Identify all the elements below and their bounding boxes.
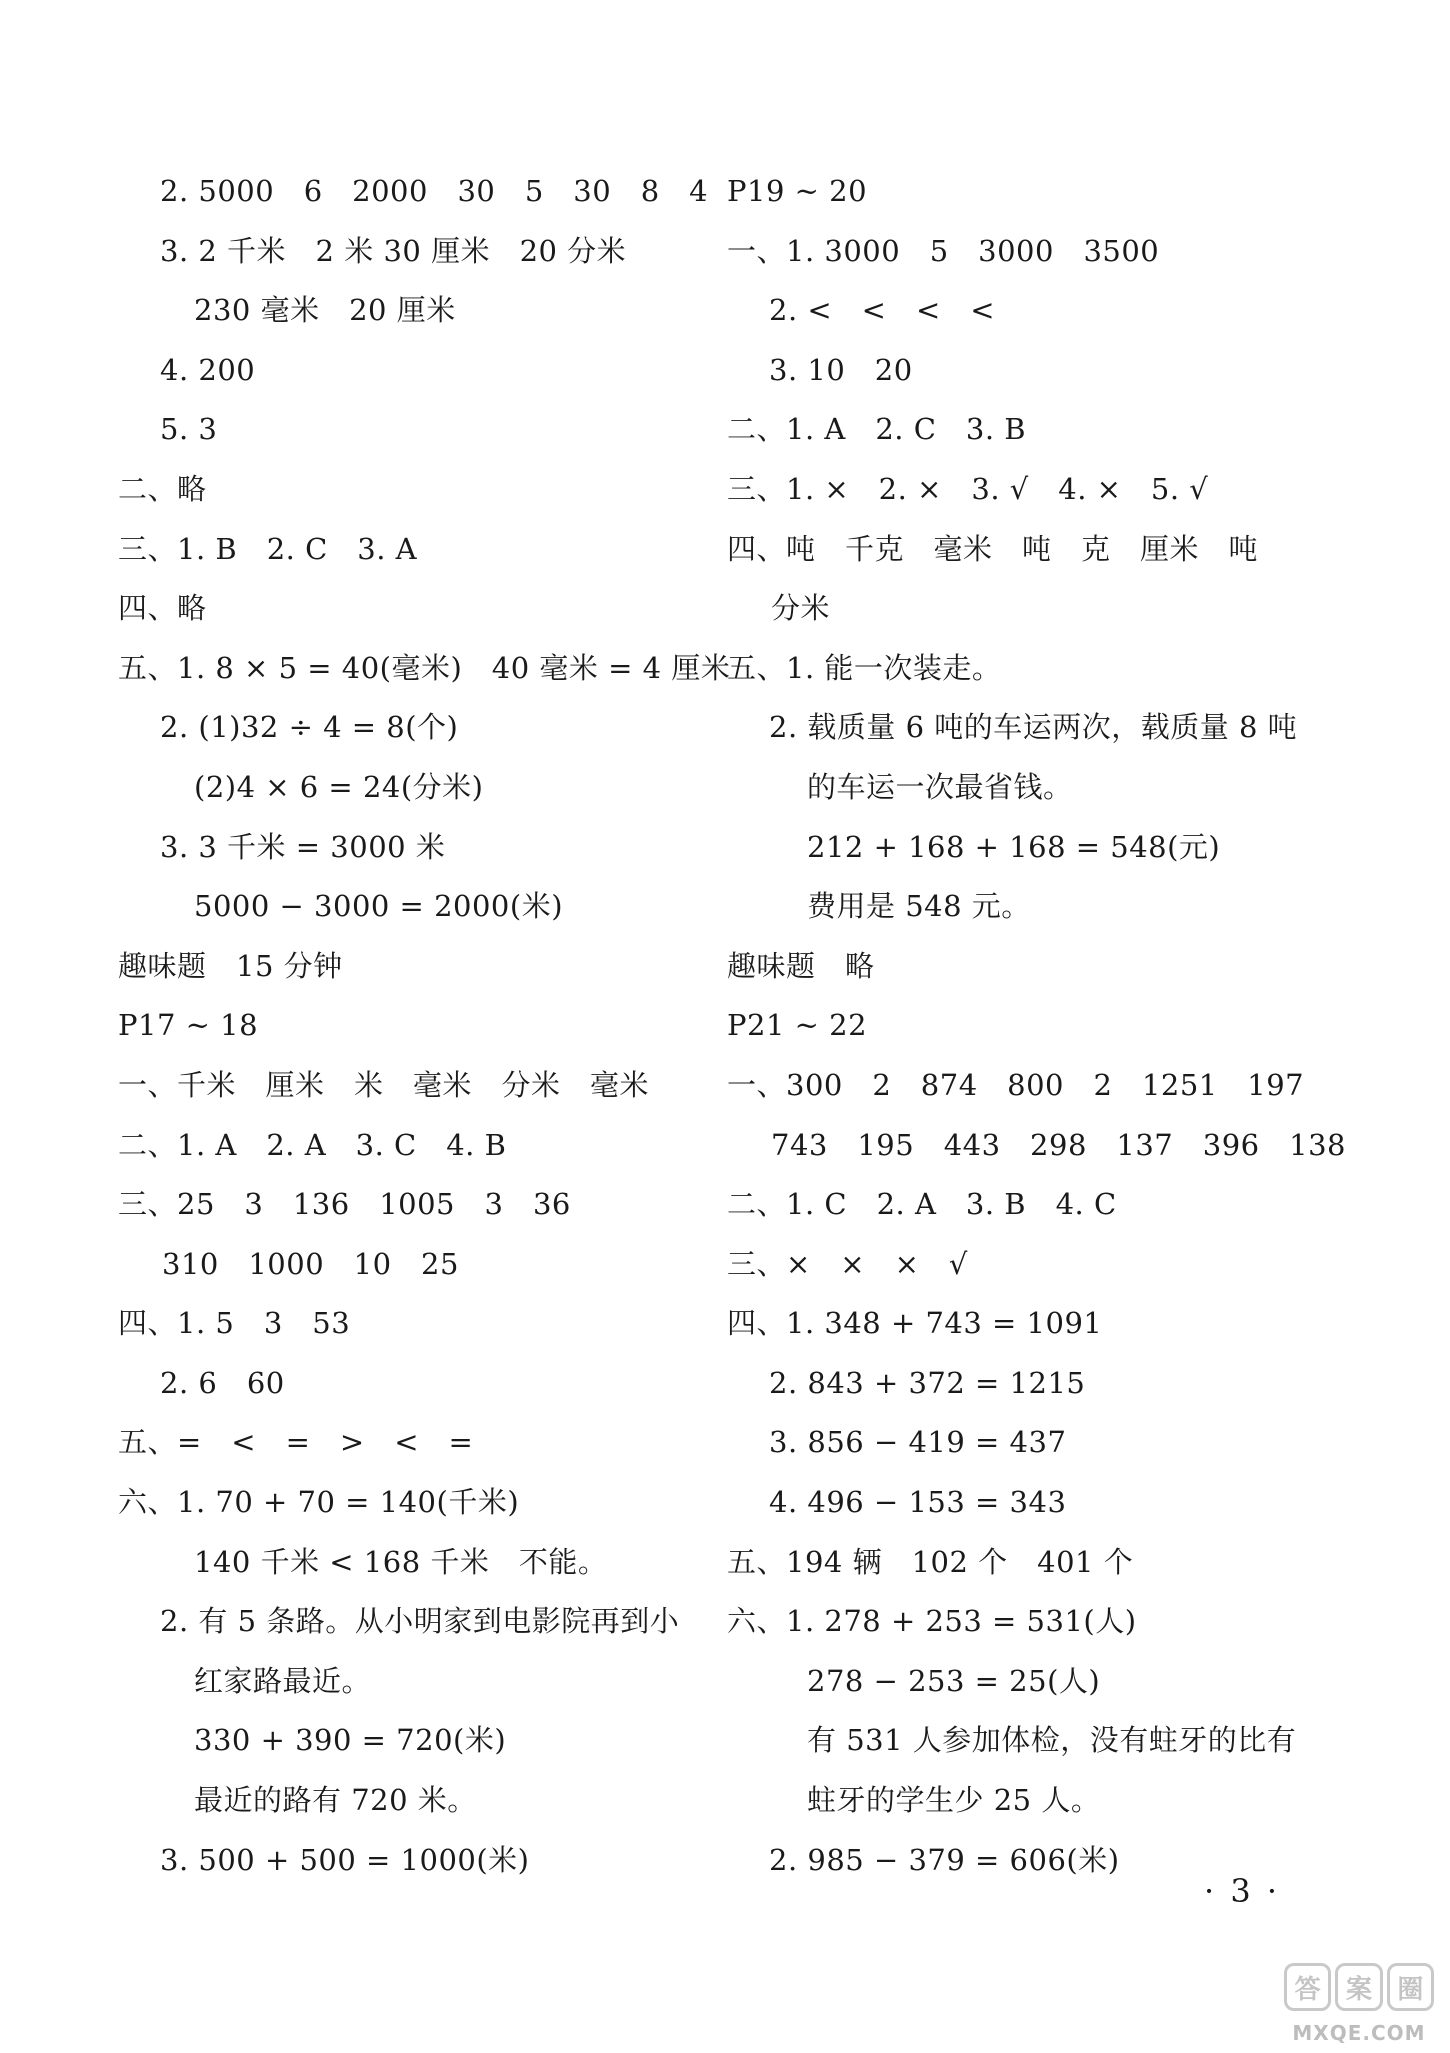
answer-line: 2. 有 5 条路。从小明家到电影院再到小 [160,1604,680,1639]
section-heading: 二、1. A 2. A 3. C 4. B [118,1127,507,1162]
fun-question-answer: 趣味题 15 分钟 [118,948,343,983]
answer-line: 分米 [771,591,831,626]
section-heading: 二、略 [118,471,207,506]
section-heading: 六、1. 278 + 253 = 531(人) [727,1604,1137,1639]
answer-line: 2. 5000 6 2000 30 5 30 8 4 [160,174,709,208]
right-answer-column [727,162,1367,1890]
answer-line: 3. 3 千米 = 3000 米 [160,829,446,864]
section-heading: 三、× × × √ [727,1246,968,1281]
section-heading: 五、194 辆 102 个 401 个 [727,1544,1134,1579]
watermark-char: 案 [1335,1963,1382,2011]
watermark-logo [1274,1959,1444,2049]
answer-line: 最近的路有 720 米。 [194,1783,477,1818]
answer-line: 2. (1)32 ÷ 4 = 8(个) [160,710,459,745]
answer-line: 蛀牙的学生少 25 人。 [807,1783,1101,1818]
section-heading: 一、300 2 874 800 2 1251 197 [727,1067,1305,1102]
section-heading: 三、1. B 2. C 3. A [118,531,418,566]
answer-line: 3. 856 − 419 = 437 [769,1425,1067,1460]
watermark-char: 答 [1284,1963,1331,2011]
answer-line: 2. 985 − 379 = 606(米) [769,1842,1120,1877]
answer-line: 140 千米 < 168 千米 不能。 [194,1544,608,1579]
answer-line: 278 − 253 = 25(人) [807,1663,1101,1698]
answer-line: 212 + 168 + 168 = 548(元) [807,829,1221,864]
page-number: · 3 · [1204,1872,1281,1910]
section-heading: 一、1. 3000 5 3000 3500 [727,233,1160,268]
answer-line: 4. 200 [160,352,256,387]
answer-line: 330 + 390 = 720(米) [194,1723,507,1758]
section-heading: 四、吨 千克 毫米 吨 克 厘米 吨 [727,531,1259,566]
section-heading: 二、1. A 2. C 3. B [727,412,1027,447]
answer-line: 230 毫米 20 厘米 [194,293,456,328]
answer-line: 3. 10 20 [769,352,913,387]
answer-line: 4. 496 − 153 = 343 [769,1485,1067,1520]
page-range-heading: P19 ~ 20 [727,174,868,208]
answer-line: 红家路最近。 [194,1663,372,1698]
section-heading: 四、1. 5 3 53 [118,1306,351,1341]
answer-line: 2. 载质量 6 吨的车运两次，载质量 8 吨 [769,710,1298,745]
answer-line: 3. 500 + 500 = 1000(米) [160,1842,530,1877]
page-range-heading: P21 ~ 22 [727,1008,868,1043]
section-heading: 五、1. 8 × 5 = 40(毫米) 40 毫米 = 4 厘米 [118,650,731,685]
watermark-url: MXQE.COM [1292,2021,1426,2045]
watermark-badge [1284,1959,1434,2015]
answer-line: 的车运一次最省钱。 [807,769,1073,804]
answer-line: 5000 − 3000 = 2000(米) [194,889,564,924]
section-heading: 四、1. 348 + 743 = 1091 [727,1306,1103,1341]
section-heading: 五、= < = > < = [118,1425,474,1460]
answer-line: 3. 2 千米 2 米 30 厘米 20 分米 [160,233,627,268]
answer-line: 费用是 548 元。 [807,889,1031,924]
answer-line: 2. < < < < [769,293,996,328]
left-answer-column [118,162,731,1890]
section-heading: 四、略 [118,591,207,626]
watermark-char: 圈 [1387,1963,1434,2011]
answer-line: 5. 3 [160,412,218,447]
answer-line: 有 531 人参加体检，没有蛀牙的比有 [807,1723,1297,1758]
section-heading: 三、25 3 136 1005 3 36 [118,1187,571,1222]
answer-line: (2)4 × 6 = 24(分米) [194,769,484,804]
page-range-heading: P17 ~ 18 [118,1008,259,1043]
section-heading: 二、1. C 2. A 3. B 4. C [727,1187,1117,1222]
section-heading: 三、1. × 2. × 3. √ 4. × 5. √ [727,471,1209,506]
answer-line: 2. 843 + 372 = 1215 [769,1365,1086,1400]
answer-line: 743 195 443 298 137 396 138 [771,1127,1346,1162]
answer-line: 2. 6 60 [160,1365,285,1400]
answer-line: 310 1000 10 25 [162,1246,459,1281]
section-heading: 六、1. 70 + 70 = 140(千米) [118,1485,520,1520]
section-heading: 一、千米 厘米 米 毫米 分米 毫米 [118,1067,650,1102]
section-heading: 五、1. 能一次装走。 [727,650,1002,685]
fun-question-answer: 趣味题 略 [727,948,875,983]
